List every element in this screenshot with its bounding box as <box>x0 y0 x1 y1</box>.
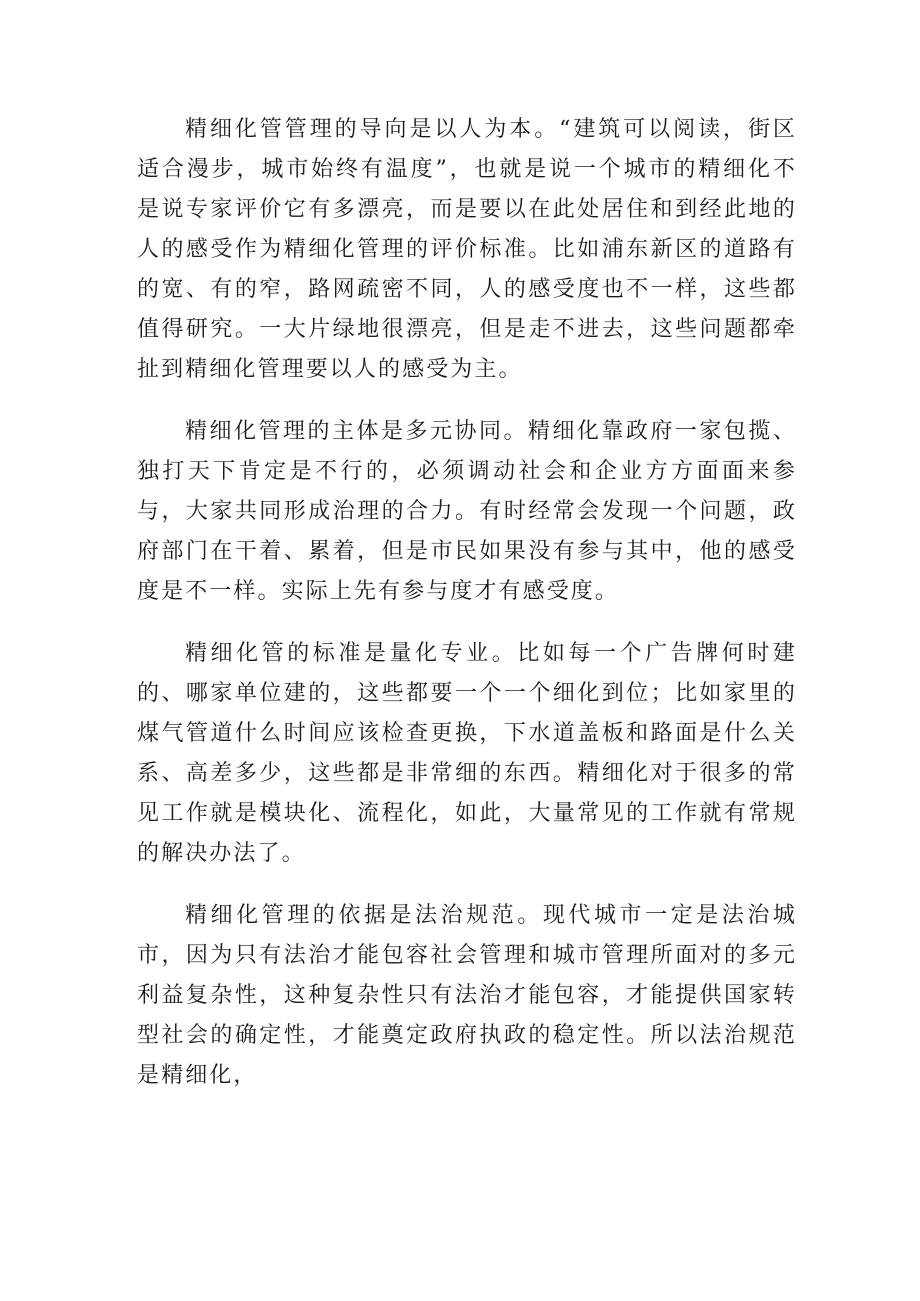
paragraph-quantified-standards: 精细化管的标准是量化专业。比如每一个广告牌何时建的、哪家单位建的，这些都要一个一个细化到位；比如家里的煤气管道什么时间应该检查更换，下水道盖板和路面是什么关系、高差多少，这些都是非常细的东西。精细化对于很多的常见工作就是模块化、流程化，如此，大量常见的工作就有常规的解决办法了。 <box>137 641 797 866</box>
paragraph-people-oriented: 精细化管管理的导向是以人为本。“建筑可以阅读，街区适合漫步，城市始终有温度”，也就是说一个城市的精细化不是说专家评价它有多漂亮，而是要以在此处居住和到经此地的人的感受作为精细化管理的评价标准。比如浦东新区的道路有的宽、有的窄，路网疏密不同，人的感受度也不一样，这些都值得研究。一大片绿地很漂亮，但是走不进去，这些问题都牵扯到精细化管理要以人的感受为主。 <box>137 117 797 382</box>
document-body <box>137 110 797 1118</box>
paragraph-rule-of-law: 精细化管理的依据是法治规范。现代城市一定是法治城市，因为只有法治才能包容社会管理和城市管理所面对的多元利益复杂性，这种复杂性只有法治才能包容，才能提供国家转型社会的确定性，才能奠定政府执政的稳定性。所以法治规范是精细化， <box>137 903 797 1088</box>
paragraph-multi-party-collaboration: 精细化管理的主体是多元协同。精细化靠政府一家包揽、独打天下肯定是不行的，必须调动社会和企业方方面面来参与，大家共同形成治理的合力。有时经常会发现一个问题，政府部门在干着、累着，但是市民如果没有参与其中，他的感受度是不一样。实际上先有参与度才有感受度。 <box>137 419 797 604</box>
